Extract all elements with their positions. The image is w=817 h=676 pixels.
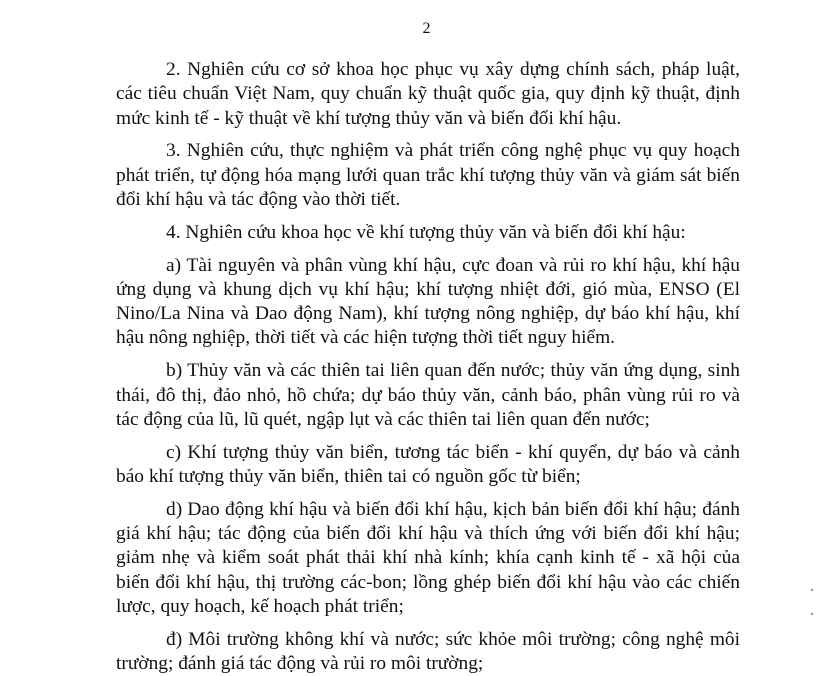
- paragraph-item-4c: c) Khí tượng thủy văn biển, tương tác biển - khí quyển, dự báo và cảnh báo khí tượng thủy văn biển, thiên tai có nguồn gốc từ biển;: [116, 441, 740, 487]
- scan-edge-mark: [809, 584, 815, 620]
- paragraph-item-4b: b) Thủy văn và các thiên tai liên quan đến nước; thủy văn ứng dụng, sinh thái, đô thị, đảo nhỏ, hồ chứa; dự báo thủy văn, cảnh báo, phân vùng rủi ro và tác động của lũ, lũ quét, ngập lụt và các thiên tai liên quan đến nước;: [116, 360, 740, 430]
- paragraph-item-4dd: đ) Môi trường không khí và nước; sức khỏe môi trường; công nghệ môi trường; đánh giá tác động và rủi ro môi trường;: [116, 628, 740, 675]
- document-body: [116, 58, 740, 676]
- page-number: 2: [422, 20, 431, 37]
- paragraph-item-4a: a) Tài nguyên và phân vùng khí hậu, cực đoan và rủi ro khí hậu, khí hậu ứng dụng và khung dịch vụ khí hậu; khí tượng nhiệt đới, gió mùa, ENSO (El Nino/La Nina và Dao động Nam), khí tượng nông nghiệp, dự báo khí hậu, khí hậu nông nghiệp, thời tiết và các hiện tượng thời tiết nguy hiểm.: [116, 254, 740, 349]
- paragraph-item-3: 3. Nghiên cứu, thực nghiệm và phát triển công nghệ phục vụ quy hoạch phát triển, tự động hóa mạng lưới quan trắc khí tượng thủy văn và giám sát biến đổi khí hậu và tác động vào thời tiết.: [116, 140, 740, 210]
- paragraph-item-4d: d) Dao động khí hậu và biến đổi khí hậu, kịch bản biến đổi khí hậu; đánh giá khí hậu; tác động của biến đổi khí hậu và thích ứng với biến đổi khí hậu; giảm nhẹ và kiểm soát phát thải khí nhà kính; khía cạnh kinh tế - xã hội của biến đổi khí hậu, thị trường các-bon; lồng ghép biến đổi khí hậu vào các chiến lược, quy hoạch, kế hoạch phát triển;: [116, 498, 740, 617]
- paragraph-item-4-heading: 4. Nghiên cứu khoa học về khí tượng thủy văn và biến đổi khí hậu:: [166, 221, 686, 243]
- paragraph-item-2: 2. Nghiên cứu cơ sở khoa học phục vụ xây dựng chính sách, pháp luật, các tiêu chuẩn Việt Nam, quy chuẩn kỹ thuật quốc gia, quy định kỹ thuật, định mức kinh tế - kỹ thuật về khí tượng thủy văn và biến đổi khí hậu.: [116, 59, 740, 129]
